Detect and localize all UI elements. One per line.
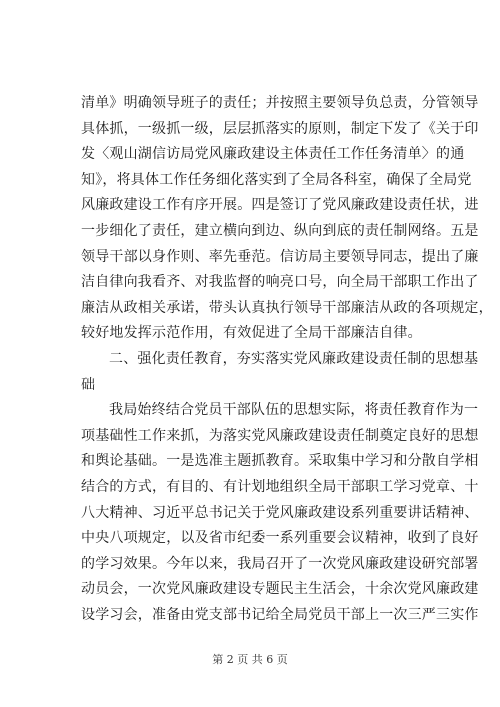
text-line: 的学习效果。今年以来，我局召开了一次党风廉政建设研究部署	[81, 555, 479, 572]
text-line: 动员会，一次党风廉政建设专题民主生活会，十余次党风廉政建	[81, 581, 479, 598]
text-line: 知》，将具体工作任务细化落实到了全局各科室，确保了全局党	[81, 171, 472, 188]
text-line: 八大精神、习近平总书记关于党风廉政建设系列重要讲话精神、	[81, 504, 479, 521]
text-line: 较好地发挥示范作用，有效促进了全局干部廉洁自律。	[81, 325, 422, 342]
text-line: 结合的方式，有目的、有计划地组织全局干部职工学习党章、十	[81, 478, 479, 495]
body-text	[81, 91, 493, 628]
text-line: 具体抓，一级抓一级，层层抓落实的原则，制定下发了《关于印	[81, 120, 479, 137]
text-line: 中央八项规定，以及省市纪委一系列重要会议精神，收到了良好	[81, 530, 479, 547]
text-line: 二、强化责任教育，夯实落实党风廉政建设责任制的思想基	[109, 350, 479, 367]
text-line: 廉洁从政相关承诺，带头认真执行领导干部廉洁从政的各项规定，	[81, 299, 493, 316]
text-line: 项基础性工作来抓，为落实党风廉政建设责任制奠定良好的思想	[81, 427, 479, 444]
text-line: 础	[81, 376, 96, 393]
text-line: 我局始终结合党员干部队伍的思想实际，将责任教育作为一	[109, 402, 479, 419]
text-line: 一步细化了责任，建立横向到边、纵向到底的责任制网络。五是	[81, 222, 479, 239]
page-footer: 第 2 页 共 6 页	[212, 653, 288, 666]
text-line: 领导干部以身作则、率先垂范。信访局主要领导同志，提出了廉	[81, 248, 479, 265]
text-line: 清单》明确领导班子的责任；并按照主要领导负总责，分管领导	[81, 95, 479, 111]
text-line: 洁自律向我看齐、对我监督的响亮口号，向全局干部职工作出了	[81, 274, 479, 291]
text-line: 发〈观山湖信访局党风廉政建设主体责任工作任务清单〉的通	[81, 146, 465, 163]
text-line: 风廉政建设工作有序开展。四是签订了党风廉政建设责任状，进	[81, 197, 479, 214]
text-line: 和舆论基础。一是选准主题抓教育。采取集中学习和分散自学相	[81, 453, 479, 470]
text-line: 设学习会，准备由党支部书记给全局党员干部上一次三严三实作	[81, 606, 479, 623]
